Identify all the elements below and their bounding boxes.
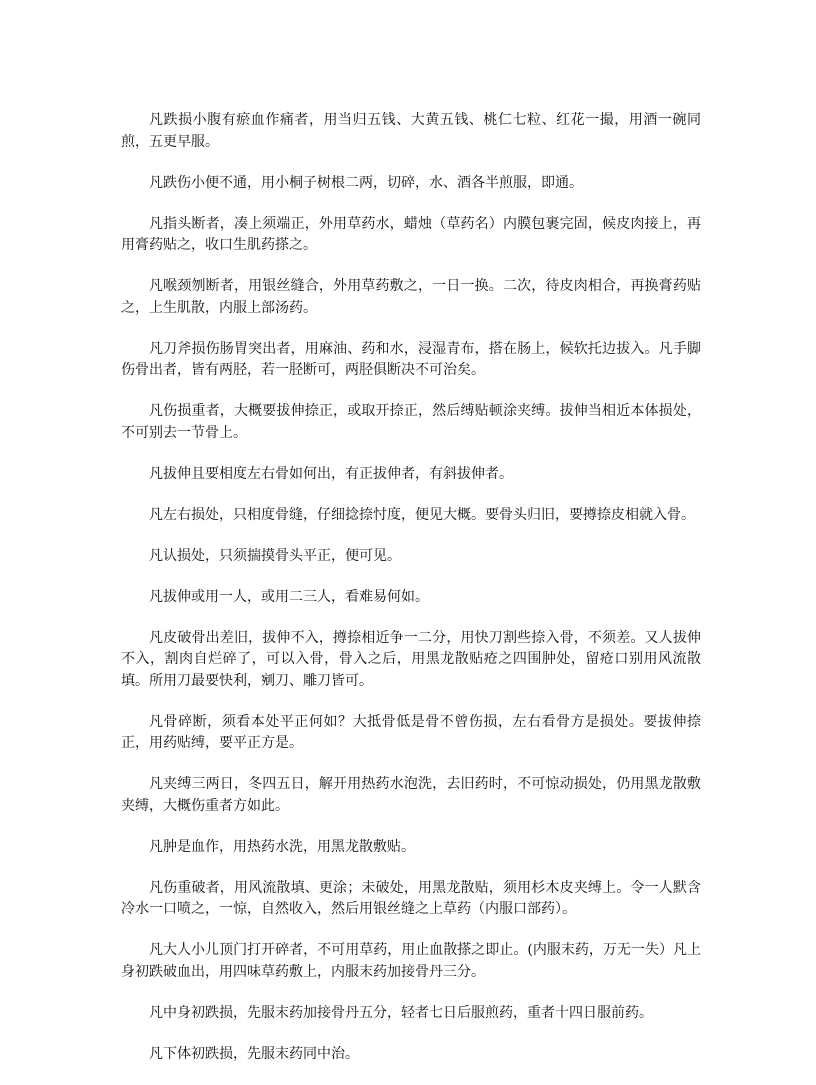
paragraph-9: 凡认损处，只须揣摸骨头平正，便可见。: [149, 547, 401, 564]
paragraph-7: 凡拔伸且要相度左右骨如何出，有正拔伸者，有斜拔伸者。: [149, 465, 513, 482]
paragraph-17: 凡中身初跌损，先服末药加接骨丹五分，轻者七日后服煎药，重者十四日服前药。: [149, 1004, 653, 1021]
paragraph-10: 凡拔伸或用一人，或用二三人，看难易何如。: [149, 588, 429, 605]
paragraph-13: 凡夹缚三两日，冬四五日，解开用热药水泡洗，去旧药时，不可惊动损处，仍用黑龙散敷夹缚，大概伤重者方如此。: [121, 776, 701, 814]
paragraph-5: 凡刀斧损伤肠胃突出者，用麻油、药和水，浸湿青布，搭在肠上，候软托边拔入。凡手脚伤骨出者，皆有两胫，若一胫断可，两胫俱断决不可治矣。: [121, 340, 701, 378]
paragraph-1: 凡跌损小腹有瘀血作痛者，用当归五钱、大黄五钱、桃仁七粒、红花一撮，用酒一碗同煎，五更早服。: [121, 112, 701, 150]
paragraph-15: 凡伤重破者，用风流散填、更涂；未破处，用黑龙散贴，须用杉木皮夹缚上。令一人默含冷水一口喷之，一惊，自然收入，然后用银丝缝之上草药（内服口部药）。: [121, 879, 701, 917]
document-body: [121, 110, 701, 1085]
paragraph-18: 凡下体初跌损，先服末药同中治。: [149, 1045, 359, 1062]
paragraph-3: 凡指头断者，凑上须端正，外用草药水，蜡烛（草药名）内膜包裹完固，候皮肉接上，再用膏药贴之，收口生肌药搽之。: [121, 215, 701, 253]
paragraph-2: 凡跌伤小便不通，用小桐子树根二两，切碎，水、酒各半煎服，即通。: [149, 174, 583, 191]
paragraph-4: 凡喉颈刎断者，用银丝缝合，外用草药敷之，一日一换。二次，待皮肉相合，再换膏药贴之，上生肌散，内服上部汤药。: [121, 278, 701, 316]
paragraph-14: 凡肿是血作，用热药水洗，用黑龙散敷贴。: [149, 838, 415, 855]
paragraph-6: 凡伤损重者，大概要拔伸捺正，或取开捺正，然后缚贴顿涂夹缚。拔伸当相近本体损处，不可别去一节骨上。: [121, 403, 701, 441]
paragraph-12: 凡骨碎断，须看本处平正何如？大抵骨低是骨不曾伤损，左右看骨方是损处。要拔伸捺正，用药贴缚，要平正方是。: [121, 713, 701, 751]
paragraph-8: 凡左右损处，只相度骨缝，仔细捻捺忖度，便见大概。要骨头归旧，要撙捺皮相就入骨。: [149, 506, 695, 523]
paragraph-16: 凡大人小儿顶门打开碎者，不可用草药，用止血散搽之即止。(内服末药，万无一失）凡上身初跌破血出，用四味草药敷上，内服末药加接骨丹三分。: [121, 942, 701, 980]
paragraph-11: 凡皮破骨出差旧，拔伸不入，撙捺相近争一二分，用快刀割些捺入骨，不须差。又人拔伸不入，割肉自烂碎了，可以入骨，骨入之后，用黑龙散贴疮之四围肿处，留疮口别用风流散填。所用刀最要快利，剜刀、雕刀皆可。: [121, 629, 701, 689]
